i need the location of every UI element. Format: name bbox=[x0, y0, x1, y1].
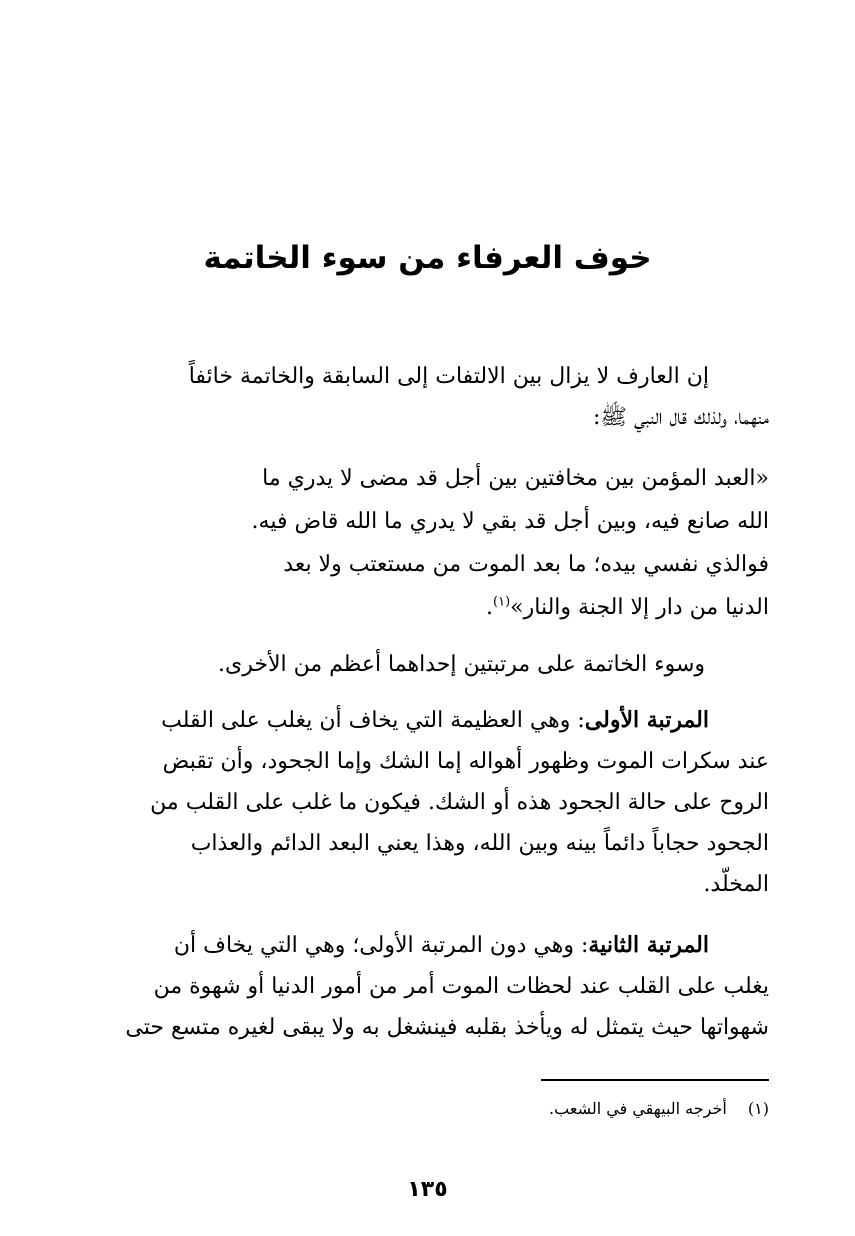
rank-two-line-2: يغلب على القلب عند لحظات الموت أمر من أمور الدنيا أو شهوة من bbox=[153, 974, 769, 999]
rank-two-paragraph bbox=[83, 925, 769, 1048]
footnote-marker: (١) bbox=[493, 594, 511, 610]
rank-one-label: المرتبة الأولى bbox=[584, 707, 709, 733]
hadith-line-2: الله صانع فيه، وبين أجل قد بقي لا يدري ما الله قاض فيه. bbox=[251, 509, 769, 534]
footnote-divider bbox=[541, 1079, 769, 1081]
page-number: ١٣٥ bbox=[407, 1177, 448, 1202]
rank-two-label: المرتبة الثانية bbox=[588, 932, 709, 958]
footnote bbox=[549, 1097, 769, 1121]
hadith-line-3: فوالذي نفسي بيده؛ ما بعد الموت من مستعتب ولا بعد bbox=[283, 552, 769, 577]
rank-one-line-1-text: : وهي العظيمة التي يخاف أن يغلب على القلب bbox=[161, 708, 585, 733]
intro-paragraph bbox=[83, 356, 769, 438]
rank-one-line-2: عند سكرات الموت وظهور أهواله إما الشك وإما الجحود، وأن تقبض bbox=[162, 749, 769, 774]
rank-one-line-3: الروح على حالة الجحود هذه أو الشك. فيكون ما غلب على القلب من bbox=[150, 790, 769, 815]
rank-one-line-1 bbox=[83, 700, 769, 741]
rank-one-line-5: المخلّد. bbox=[703, 872, 769, 897]
hadith-line-4 bbox=[79, 586, 769, 629]
rank-one-paragraph bbox=[83, 700, 769, 905]
footnote-number: (١) bbox=[747, 1099, 769, 1118]
intro-line-1: إن العارف لا يزال بين الالتفات إلى السابقة والخاتمة خائفاً bbox=[188, 364, 709, 389]
rank-two-line-1-text: : وهي دون المرتبة الأولى؛ وهي التي يخاف أن bbox=[173, 933, 589, 958]
hadith-end-period: . bbox=[486, 595, 494, 620]
rank-two-line-3: شهواتها حيث يتمثل له ويأخذ بقلبه فينشغل به ولا يبقى لغيره متسع حتى bbox=[125, 1015, 769, 1040]
page-title: خوف العرفاء من سوء الخاتمة bbox=[203, 240, 652, 276]
footnote-text: أخرجه البيهقي في الشعب. bbox=[549, 1099, 727, 1118]
hadith-line-1: «العبد المؤمن بين مخافتين بين أجل قد مضى لا يدري ما bbox=[262, 466, 769, 491]
hadith-line-4-text: الدنيا من دار إلا الجنة والنار» bbox=[510, 595, 769, 620]
hadith-quote bbox=[79, 457, 769, 629]
rank-two-line-1 bbox=[83, 925, 769, 966]
intro-line-2: منهما، ولذلك قال النبي ﷺ: bbox=[593, 405, 769, 430]
rank-intro-note: وسوء الخاتمة على مرتبتين إحداهما أعظم من الأخرى. bbox=[218, 652, 705, 677]
rank-one-line-4: الجحود حجاباً دائماً بينه وبين الله، وهذا يعني البعد الدائم والعذاب bbox=[190, 831, 769, 856]
